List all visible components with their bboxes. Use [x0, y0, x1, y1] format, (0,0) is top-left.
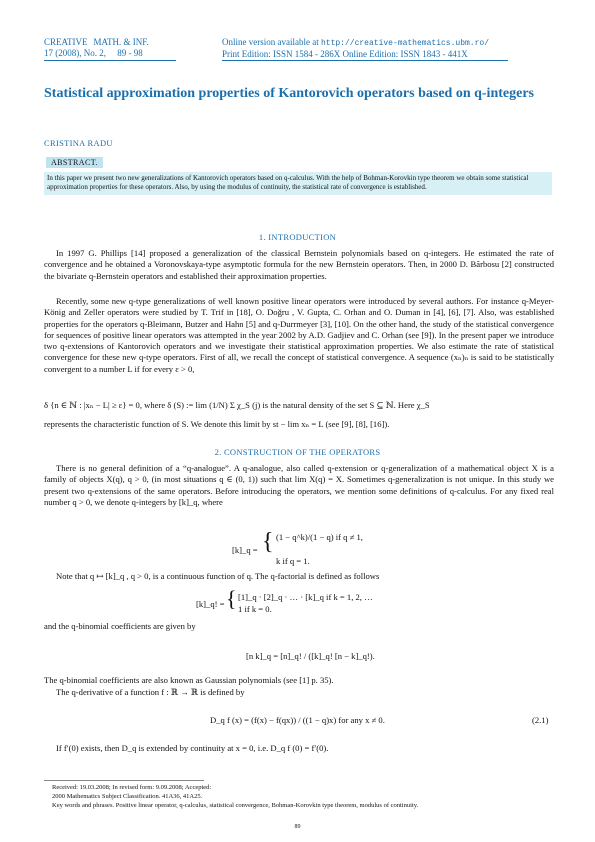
- journal-header: [44, 37, 155, 59]
- paragraph-intro-2b: δ {n ∈ ℕ : |xₙ − L| ≥ ε} = 0, where δ (S) := lim (1/N) Σ χ_S (j) is the natural density of the set S ⊆ ℕ. Here χ_S: [44, 400, 430, 410]
- equation-q-derivative: D_q f (x) = (f(x) − f(qx)) / ((1 − q)x) for any x ≠ 0.: [210, 715, 385, 725]
- journal-pages: 89 - 98: [117, 48, 143, 58]
- equation-q-integer-case2: k if q = 1.: [276, 556, 310, 566]
- online-label: Online version available at: [222, 37, 319, 47]
- section-heading-introduction: 1. INTRODUCTION: [258, 232, 337, 242]
- footnote-divider: [44, 780, 204, 781]
- equation-number: (2.1): [532, 715, 549, 725]
- equation-q-factorial-case1: [1]_q · [2]_q · … · [k]_q if k = 1, 2, …: [238, 592, 373, 602]
- paragraph-construction-5: The q-derivative of a function f : ℝ → ℝ is defined by: [56, 687, 245, 697]
- equation-brace-2: {: [226, 586, 237, 611]
- paragraph-intro-2c: represents the characteristic function of S. We denote this limit by st − lim xₙ = L (see [9], [8], [16]).: [44, 419, 390, 429]
- paragraph-construction-1: There is no general definition of a “q-analogue”. A q-analogue, also called q-extension or q-generalization of a mathematical object X is a family of objects X(q), q > 0, (in most situations q ∈ (0, 1)) such that lim X(q) = X. Sometimes q-generalization is not unique. In this study we present two q-extensions of the same operators. Before introducing the operators, we mention some definitions of q-calculus. For any fixed real number q > 0, we denote q-integers by [k]_q, where: [44, 463, 554, 507]
- paragraph-construction-2: Note that q ↦ [k]_q , q > 0, is a continuous function of q. The q-factorial is defined as follows: [56, 571, 380, 581]
- paragraph-construction-3: and the q-binomial coefficients are given by: [44, 621, 196, 631]
- equation-q-factorial-lhs: [k]_q! =: [196, 599, 225, 609]
- journal-volume: 17 (2008), No. 2,: [44, 48, 106, 58]
- paragraph-construction-4: The q-binomial coefficients are also known as Gaussian polynomials (see [1] p. 35).: [44, 675, 334, 685]
- page-number: 89: [294, 824, 301, 830]
- journal-name: CREATIVE: [44, 37, 88, 47]
- header-divider-left: [44, 60, 176, 61]
- footnote-msc: 2000 Mathematics Subject Classification. 41A36, 41A25.: [52, 793, 203, 800]
- equation-q-factorial-case2: 1 if k = 0.: [238, 604, 272, 614]
- paragraph-construction-6: If f′(0) exists, then D_q is extended by continuity at x = 0, i.e. D_q f (0) = f′(0).: [56, 743, 329, 753]
- abstract-text: In this paper we present two new generalizations of Kantorovich operators based on q-calculus. With the help of Bohman-Korovkin type theorem we obtain some statistical approximation properties for these operators. Also, by using the modulus of continuity, the statistical rate of convergence is established.: [44, 172, 552, 195]
- online-url[interactable]: http://creative-mathematics.ubm.ro/: [320, 39, 489, 48]
- equation-q-binomial: [n k]_q = [n]_q! / ([k]_q! [n − k]_q!).: [246, 651, 375, 661]
- equation-q-integer-lhs: [k]_q =: [232, 545, 258, 555]
- header-divider-right: [222, 60, 508, 61]
- footnote-keywords: Key words and phrases. Positive linear operator, q-calculus, statistical convergence, Bohman-Korovkin type theorem, modulus of continuity.: [52, 802, 419, 809]
- paragraph-intro-2: Recently, some new q-type generalizations of well known positive linear operators were introduced by several authors. For instance q-Meyer-König and Zeller operators were studied by T. Trif in [18], O. Doğru , V. Gupta, C. Orhan and O. Duman in [4], [6], [7]. Also, was established properties for the operators q-Bleimann, Butzer and Hahn [5] and q-Durrmeyer [3], [10]. On the other hand, the study of the statistical convergence for sequences of positive linear operators was attempted in the year 2002 by A.D. Gadjiev and C. Orhan (see [9]). In the present paper we introduce two q-extensions of Kantorovich operators and we investigate their statistical approximation properties. We also estimate the rate of statistical convergence for these new q-type operators. First of all, we recall the concept of statistical convergence. A sequence (xₙ)ₙ is said to be statistically convergent to a number L if for every ε > 0,: [44, 296, 554, 374]
- paper-title: Statistical approximation properties of Kantorovich operators based on q-integers: [44, 86, 534, 101]
- edition-info: [222, 37, 489, 60]
- abstract-label: ABSTRACT.: [46, 157, 103, 168]
- print-edition: Print Edition: ISSN 1584 - 286X Online Edition: ISSN 1843 - 441X: [222, 49, 468, 59]
- equation-brace: {: [262, 529, 274, 555]
- footnote-received: Received: 19.03.2008; In revised form: 9.09.2008; Accepted:: [52, 784, 212, 791]
- section-heading-construction: 2. CONSTRUCTION OF THE OPERATORS: [214, 447, 381, 457]
- paragraph-intro-1: In 1997 G. Phillips [14] proposed a generalization of the classical Bernstein polynomials based on q-integers. He estimated the rate of convergence and he obtained a Voronovskaya-type asymptotic formula for the new Bernstein operators. Then, in 2000 D. Bărbosu [2] constructed the bivariate q-Bernstein operators and established their approximation properties.: [44, 248, 554, 281]
- author-name: CRISTINA RADU: [44, 138, 113, 148]
- journal-name-2: MATH. & INF.: [93, 37, 149, 47]
- equation-q-integer-case1: (1 − q^k)/(1 − q) if q ≠ 1,: [276, 532, 363, 542]
